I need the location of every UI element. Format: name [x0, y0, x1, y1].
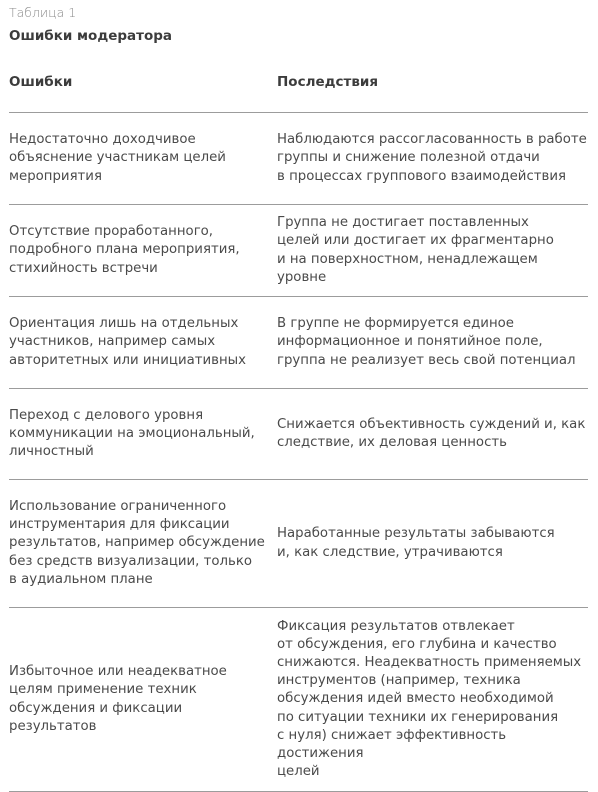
error-cell: Отсутствие проработанного, подробного плана мероприятия, стихийность встречи: [9, 224, 240, 276]
table-row: [9, 113, 588, 205]
table-header-row: [9, 71, 588, 113]
table-caption: Таблица 1: [9, 5, 77, 20]
table-row: [9, 389, 588, 480]
table-row: [9, 608, 588, 792]
consequence-cell: Снижается объективность суждений и, как следствие, их деловая ценность: [277, 416, 586, 450]
error-cell: Ориентация лишь на отдельных участников, например самых авторитетных или инициативных: [9, 316, 247, 368]
table-title: Ошибки модератора: [9, 28, 173, 44]
error-cell: Использование ограниченного инструментария для фиксации результатов, например обсуждение без средств визуализации, только в аудиальном плане: [9, 498, 265, 587]
header-consequences: Последствия: [277, 74, 379, 90]
consequence-cell: Группа не достигает поставленных целей или достигает их фрагментарно и на поверхностном, ненадлежащем уровне: [277, 215, 554, 285]
consequence-cell: Фиксация результатов отвлекает от обсуждения, его глубина и качество снижаются. Неадекватность применяемых инструментов (например, техника обсуждения идей вместо необходимой по ситуации техники их генерирования с нуля) снижает эффективность достижения целей: [277, 618, 582, 780]
consequence-cell: Наработанные результаты забываются и, как следствие, утрачиваются: [277, 526, 555, 560]
table-row: [9, 297, 588, 389]
table-row: [9, 480, 588, 608]
error-cell: Избыточное или неадекватное целям применение техник обсуждения и фиксации результатов: [9, 664, 227, 734]
consequence-cell: Наблюдаются рассогласованность в работе группы и снижение полезной отдачи в процессах группового взаимодействия: [277, 132, 587, 184]
error-cell: Переход с делового уровня коммуникации на эмоциональный, личностный: [9, 407, 255, 460]
header-errors: Ошибки: [9, 74, 73, 90]
consequence-cell: В группе не формируется единое информационное и понятийное поле, группа не реализует весь свой потенциал: [277, 316, 576, 368]
error-cell: Недостаточно доходчивое объяснение участникам целей мероприятия: [9, 132, 226, 184]
table-row: [9, 205, 588, 297]
errors-table: [9, 71, 588, 792]
